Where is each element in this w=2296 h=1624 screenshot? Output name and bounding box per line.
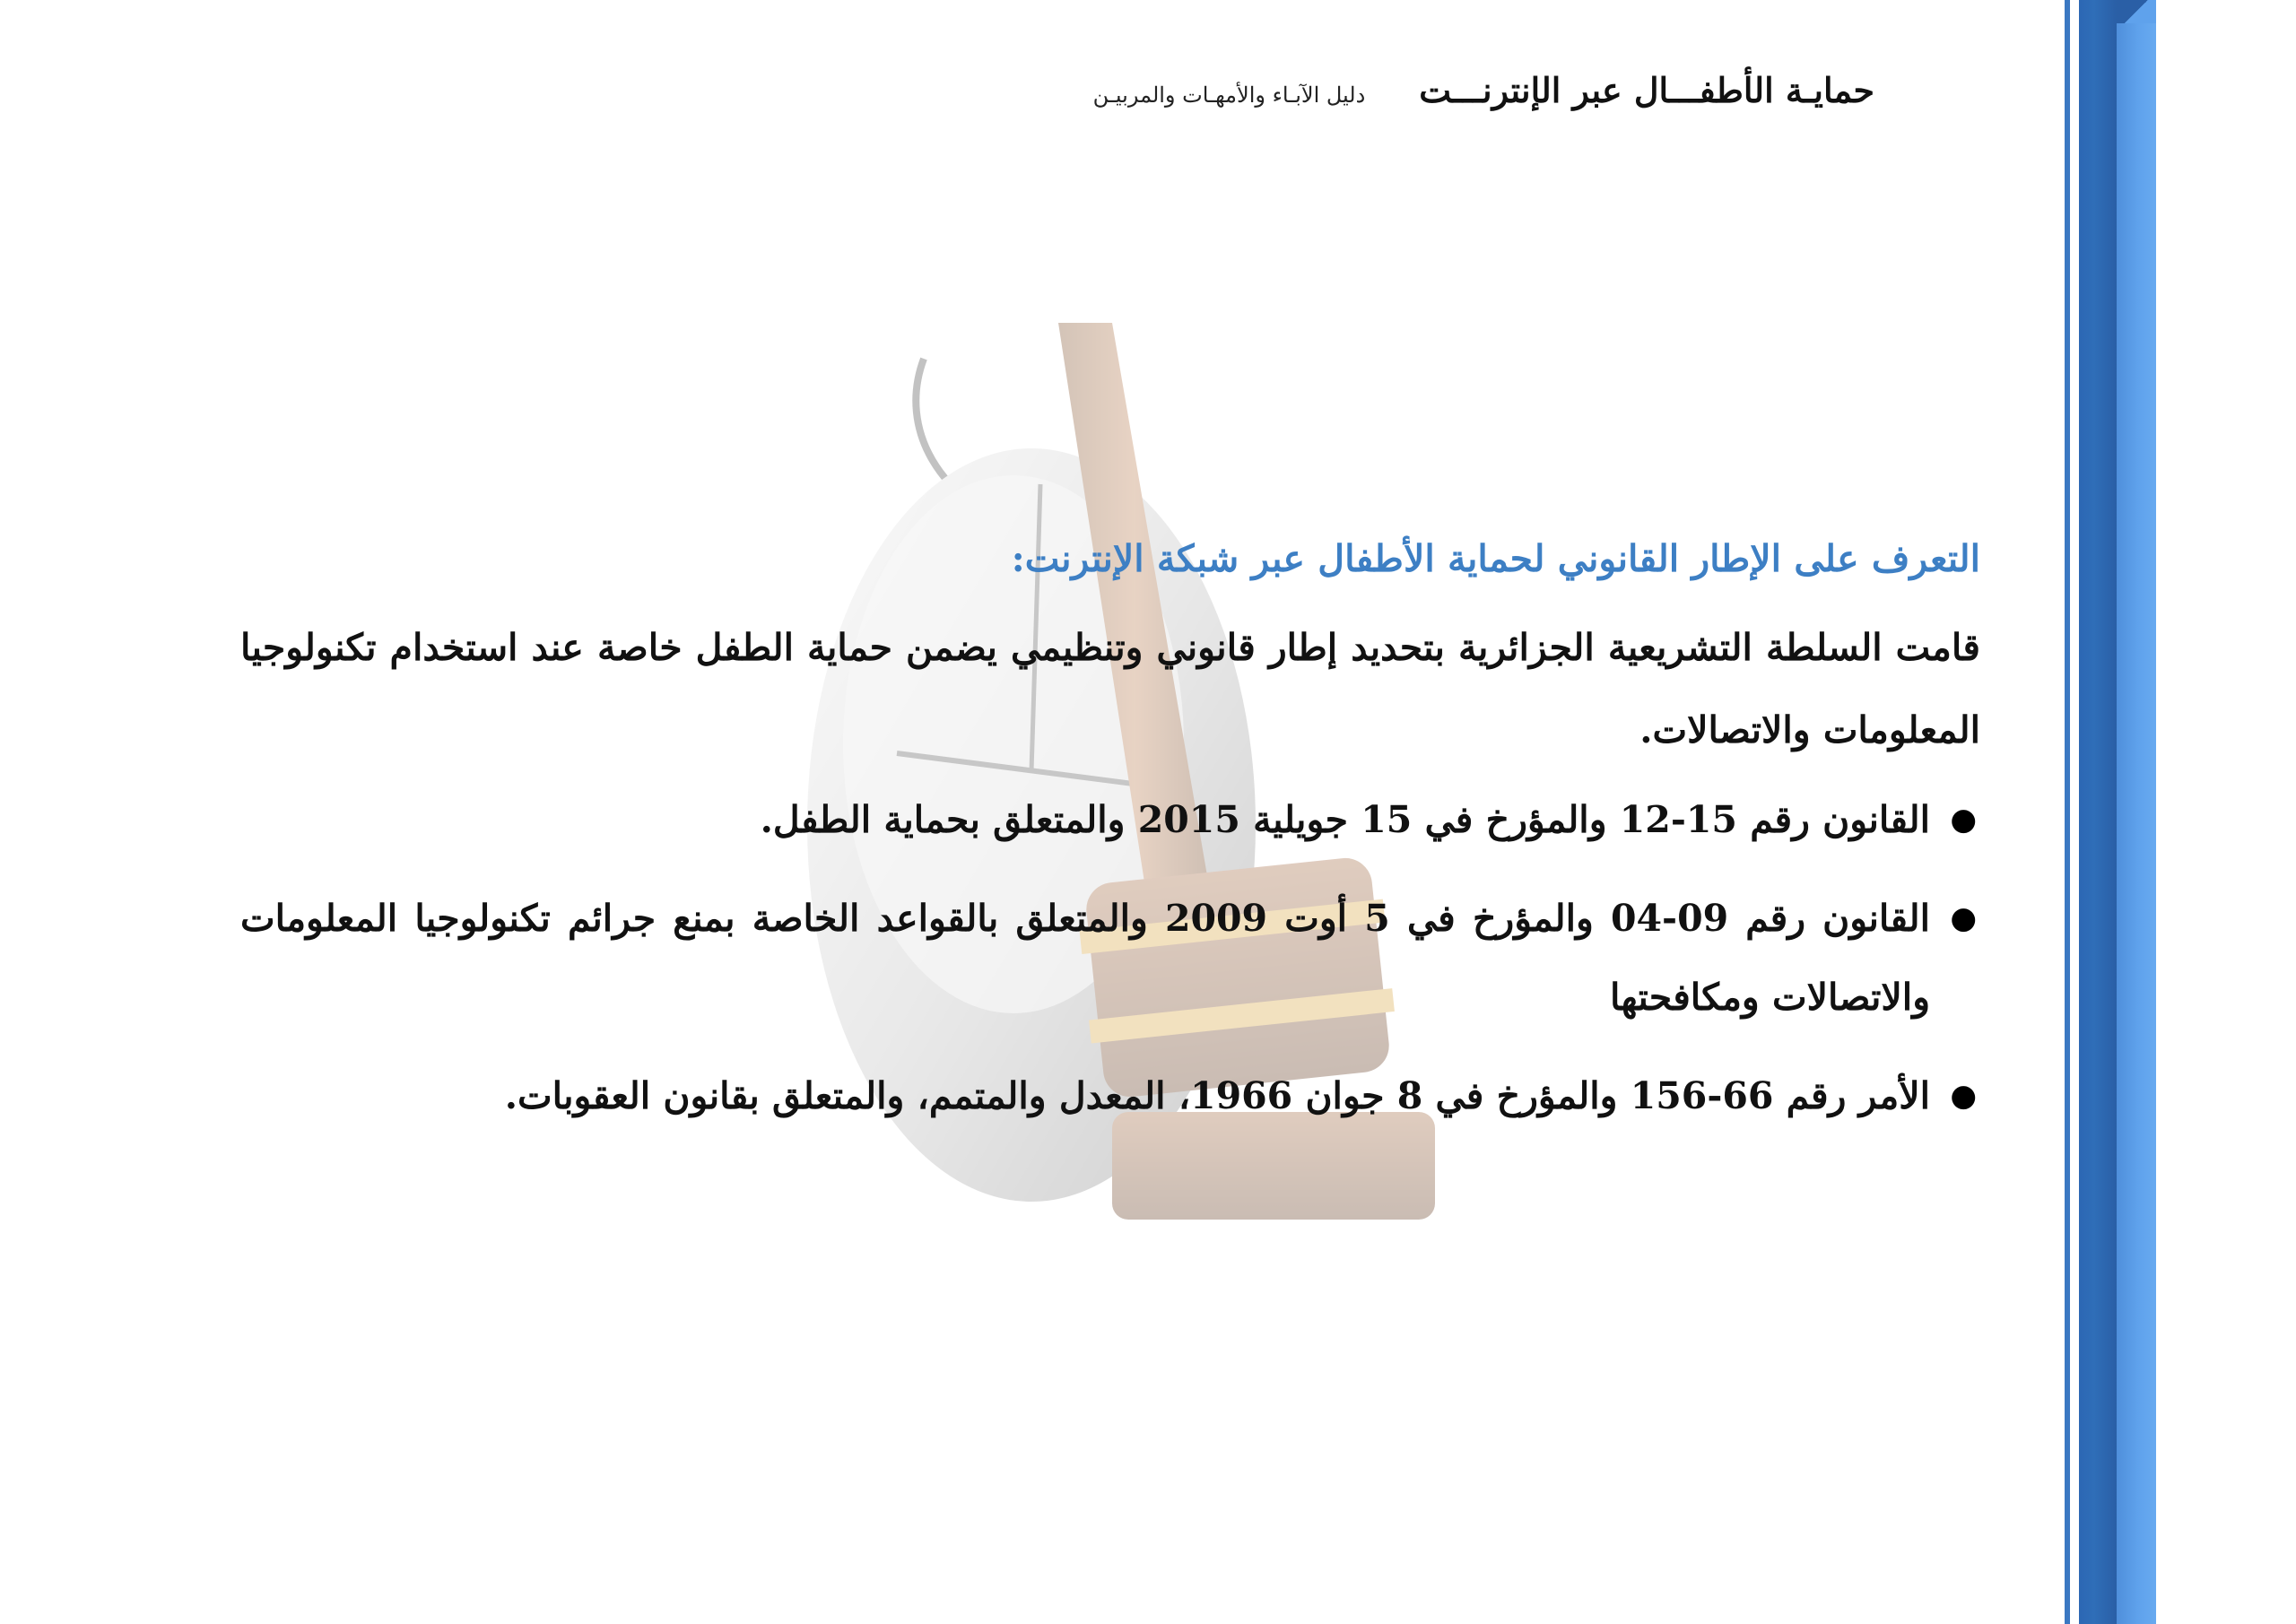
- intro-paragraph: قامت السلطة التشريعية الجزائرية بتحديد إطار قانوني وتنظيمي يضمن حماية الطفل خاصة عند استخدام تكنولوجيا المعلومات والاتصالات.: [240, 626, 1980, 751]
- bullet-icon: ●: [1950, 1078, 1977, 1114]
- law-list: [240, 780, 1980, 1135]
- list-item-text: الأمر رقم 66-156 والمؤرخ في 8 جوان 1966، المعدل والمتمم، والمتعلق بقانون العقوبات.: [504, 1074, 1930, 1117]
- section-heading: التعرف على الإطار القانوني لحماية الأطفال عبر شبكة الإنترنت:: [1011, 537, 1980, 580]
- header-subtitle: دليل الآبـاء والأمهـات والمربيـن: [1092, 83, 1366, 108]
- decorative-side-line: [2065, 0, 2070, 1624]
- header-title: حمايـة الأطفـــال عبر الإنترنـــت: [1419, 70, 1874, 110]
- bullet-icon: ●: [1950, 900, 1977, 936]
- decorative-side-bar-corner: [2117, 0, 2156, 23]
- list-item-text: القانون رقم 15-12 والمؤرخ في 15 جويلية 2015 والمتعلق بحماية الطفل.: [760, 798, 1930, 841]
- list-item: [240, 780, 1980, 859]
- page-header: [1031, 70, 1874, 124]
- list-item: [240, 1056, 1980, 1135]
- main-content: [240, 527, 1980, 1155]
- list-item: [240, 879, 1980, 1037]
- decorative-side-bar-light: [2117, 0, 2156, 1624]
- bullet-icon: ●: [1950, 802, 1977, 838]
- list-item-text: القانون رقم 09-04 والمؤرخ في 5 أوت 2009 والمتعلق بالقواعد الخاصة بمنع جرائم تكنولوجيا المعلومات والاتصالات ومكافحتها: [240, 897, 1930, 1019]
- decorative-side-bar-dark: [2079, 0, 2117, 1624]
